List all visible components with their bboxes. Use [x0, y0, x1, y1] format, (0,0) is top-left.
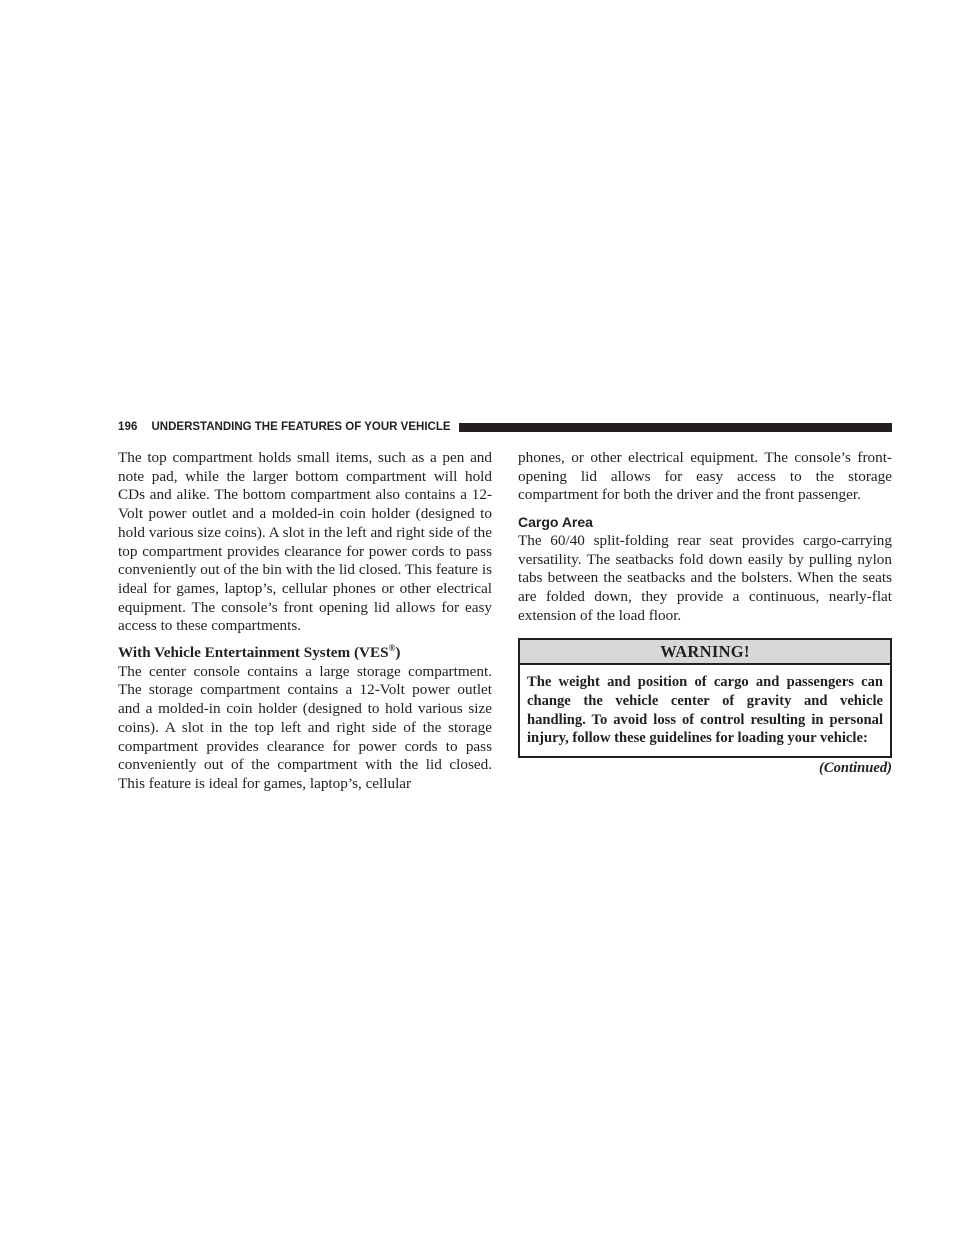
section-title: UNDERSTANDING THE FEATURES OF YOUR VEHICLE [151, 421, 451, 433]
warning-box [518, 638, 892, 758]
ves-subheading [118, 644, 492, 663]
registered-mark: ® [388, 642, 396, 653]
right-paragraph-1: phones, or other electrical equipment. The console’s front-opening lid allows for easy access to the storage compartment for both the driver and the front passenger. [518, 449, 892, 504]
ves-subheading-close: ) [395, 644, 401, 662]
page-number: 196 [118, 421, 138, 433]
page-header [118, 419, 892, 435]
header-rule-bar [459, 423, 892, 432]
continued-label: (Continued) [819, 760, 892, 777]
left-column [118, 449, 492, 794]
ves-subheading-text: With Vehicle Entertainment System (VES [118, 644, 389, 662]
right-column [518, 449, 892, 777]
cargo-area-heading: Cargo Area [518, 514, 593, 531]
warning-body: The weight and position of cargo and passengers can change the vehicle center of gravity and vehicle handling. To avoid loss of control resulting in personal injury, follow these guidelines for loading your vehicle: [527, 674, 883, 747]
right-paragraph-2: The 60/40 split-folding rear seat provides cargo-carrying versatility. The seatbacks fold down easily by pulling nylon tabs between the seatbacks and the bolsters. When the seats are folded down, they provide a continuous, nearly-flat extension of the load floor. [518, 531, 892, 624]
left-paragraph-1: The top compartment holds small items, such as a pen and note pad, while the larger bottom compartment will hold CDs and alike. The bottom compartment also contains a 12-Volt power outlet and a molded-in coin holder (designed to hold various size coins). A slot in the left and right side of the top compartment provides clearance for power cords to pass conveniently out of the bin with the lid closed. This feature is ideal for games, laptop’s, cellular phones or other electrical equipment. The console’s front opening lid allows for easy access to these compartments. [118, 449, 492, 635]
left-paragraph-2: The center console contains a large storage compartment. The storage compartment contains a 12-Volt power outlet and a molded-in coin holder (designed to hold various size coins). A slot in the top left and right side of the storage compartment provides clearance for power cords to pass conveniently out of the compartment with the lid closed. This feature is ideal for games, laptop’s, cellular [118, 662, 492, 792]
warning-title: WARNING! [520, 640, 890, 665]
